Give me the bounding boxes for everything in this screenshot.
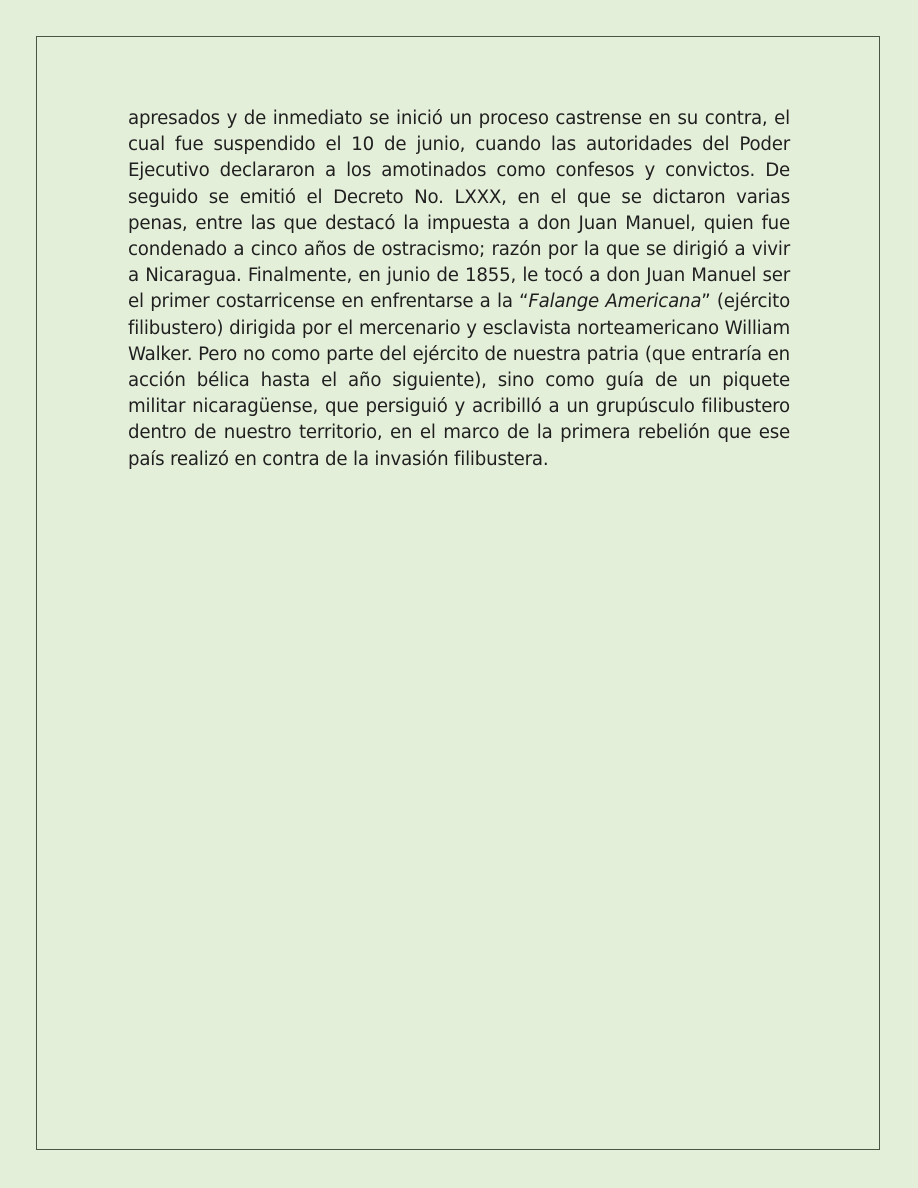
paragraph-text-part-2: ” (ejército filibustero) dirigida por el mercenario y esclavista norteamericano William Walker. Pero no como parte del ejército de nuestra patria (que entraría en acción bélica hasta el año siguiente), sino como guía de un piquete militar nicaragüense, que persiguió y acribilló a un grupúsculo filibustero dentro de nuestro territorio, en el marco de la primera rebelión que ese país realizó en contra de la invasión filibustera.: [128, 291, 790, 470]
paragraph-italic-falange-americana: Falange Americana: [528, 291, 702, 313]
body-paragraph: [128, 106, 790, 473]
paragraph-text-part-1: apresados y de inmediato se inició un proceso castrense en su contra, el cual fue suspendido el 10 de junio, cuando las autoridades del Poder Ejecutivo declararon a los amotinados como confesos y convictos. De seguido se emitió el Decreto No. LXXX, en el que se dictaron varias penas, entre las que destacó la impuesta a don Juan Manuel, quien fue condenado a cinco años de ostracismo; razón por la que se dirigió a vivir a Nicaragua. Finalmente, en junio de 1855, le tocó a don Juan Manuel ser el primer costarricense en enfrentarse a la “: [128, 108, 790, 313]
